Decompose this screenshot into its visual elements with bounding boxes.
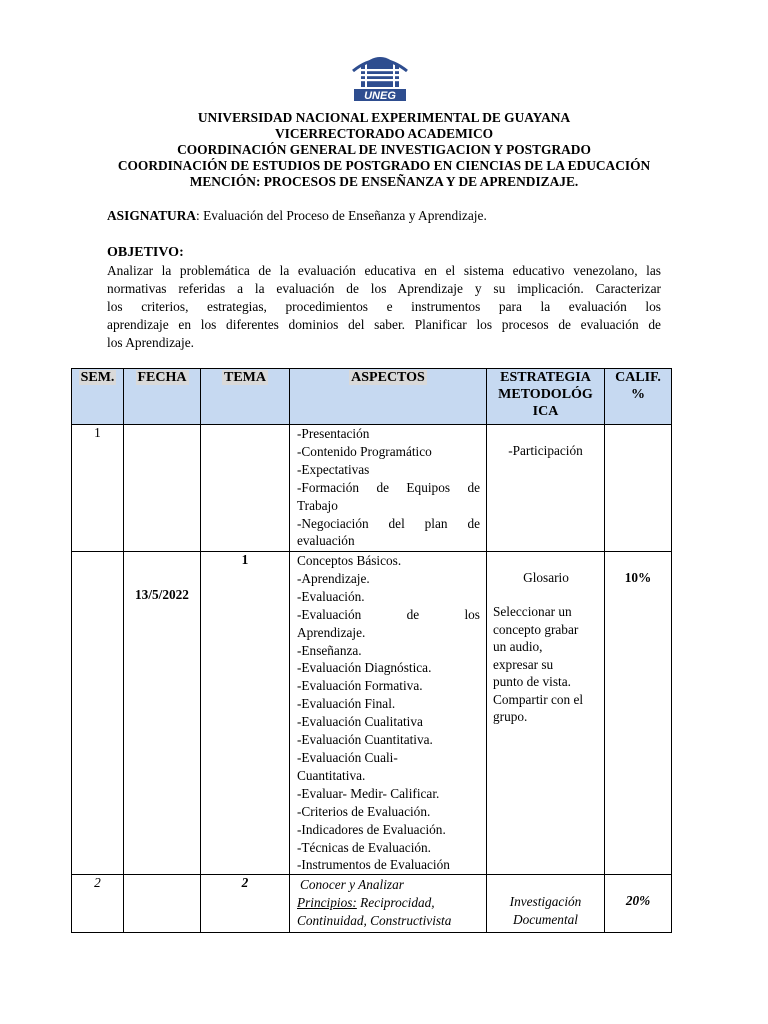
objetivo-title: OBJETIVO:	[107, 245, 184, 260]
cell-aspectos: Conocer y Analizar Principios: Reciprocidad, Continuidad, Constructivista	[290, 875, 487, 933]
header-tema: TEMA	[201, 369, 290, 425]
cell-estrategia: Glosario Seleccionar un concepto grabar un audio, expresar su punto de vista. Compartir con el grupo.	[487, 552, 605, 875]
objetivo-line: Analizar la problemática de la evaluación educativa en el sistema educativo venezolano, las	[107, 263, 661, 278]
cell-sem: 1	[72, 425, 124, 552]
header-mencion: MENCIÓN: PROCESOS DE ENSEÑANZA Y DE APRENDIZAJE.	[189, 174, 579, 189]
cell-calif: 20%	[605, 875, 672, 933]
objetivo-text	[107, 262, 661, 352]
cell-calif: 10%	[605, 552, 672, 875]
cell-tema: 2	[201, 875, 290, 933]
cell-fecha	[124, 425, 201, 552]
schedule-table	[71, 368, 672, 933]
header-university: UNIVERSIDAD NACIONAL EXPERIMENTAL DE GUAYANA	[197, 110, 571, 125]
cell-fecha	[124, 875, 201, 933]
asignatura-value: : Evaluación del Proceso de Enseñanza y Aprendizaje.	[196, 208, 487, 223]
cell-aspectos: -Presentación -Contenido Programático -Expectativas -Formación de Equipos de Trabajo -Negociación del plan de evaluación	[290, 425, 487, 552]
cell-estrategia: Investigación Documental	[487, 875, 605, 933]
header-coordinacion-general: COORDINACIÓN GENERAL DE INVESTIGACION Y POSTGRADO	[177, 142, 591, 157]
uneg-logo	[351, 49, 409, 102]
asignatura	[107, 208, 487, 224]
header-coordinacion-estudios: COORDINACIÓN DE ESTUDIOS DE POSTGRADO EN CIENCIAS DE LA EDUCACIÓN	[117, 158, 651, 173]
header-vicerrectorado: VICERRECTORADO ACADEMICO	[274, 126, 494, 141]
cell-sem	[72, 552, 124, 875]
cell-tema: 1	[201, 552, 290, 875]
objetivo-line: normativas referidas a la evaluación de los Aprendizaje y su implicación. Caracterizar	[107, 281, 661, 296]
objetivo-line: los Aprendizaje.	[107, 335, 195, 350]
estrategia-title: Glosario	[523, 570, 569, 585]
cell-calif	[605, 425, 672, 552]
table-row	[72, 552, 672, 875]
table-row	[72, 875, 672, 933]
cell-fecha: 13/5/2022	[124, 552, 201, 875]
header-estrategia: ESTRATEGIA METODOLÓG ICA	[487, 369, 605, 425]
cell-estrategia: -Participación	[487, 425, 605, 552]
header-calif: CALIF. %	[605, 369, 672, 425]
cell-aspectos: Conceptos Básicos. -Aprendizaje. -Evaluación. -Evaluación de los Aprendizaje. -Enseñanza. -Evaluación Diagnóstica. -Evaluación Formativa. -Evaluación Final. -Evaluación Cualitativa -Evaluación Cuantitativa. -Evaluación Cuali- Cuantitativa. -Evaluar- Medir- Calificar. -Criterios de Evaluación. -Indicadores de Evaluación. -Técnicas de Evaluación. -Instrumentos de Evaluación	[290, 552, 487, 875]
cell-tema	[201, 425, 290, 552]
asignatura-label: ASIGNATURA	[107, 208, 197, 223]
header-aspectos: ASPECTOS	[290, 369, 487, 425]
objetivo-line: los criterios, estrategias, procedimientos e instrumentos para la evaluación los	[107, 299, 661, 314]
logo-text: UNEG	[364, 90, 396, 102]
header-fecha: FECHA	[124, 369, 201, 425]
cell-sem: 2	[72, 875, 124, 933]
objetivo-line: aprendizaje en los diferentes dominios del saber. Planificar los procesos de evaluación de	[107, 317, 661, 332]
header-sem: SEM.	[72, 369, 124, 425]
document-header	[0, 110, 768, 190]
table-row	[72, 425, 672, 552]
table-header-row	[72, 369, 672, 425]
